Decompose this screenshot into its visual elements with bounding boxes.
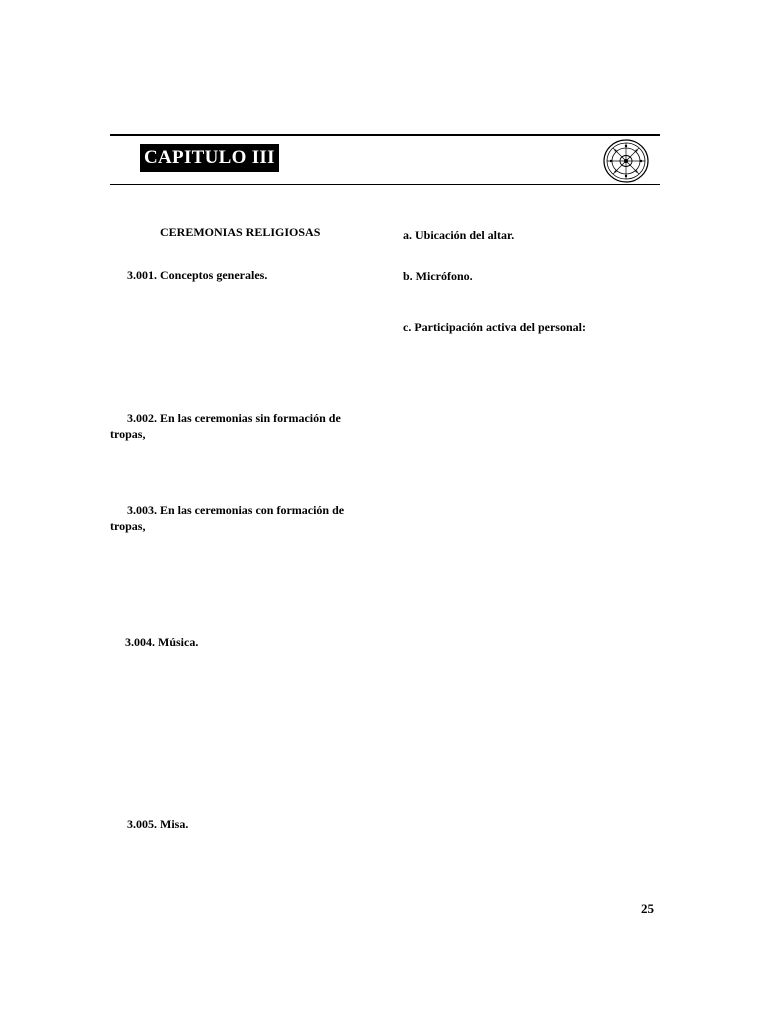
item-b: b. Micrófono. (403, 269, 473, 283)
item-a: a. Ubicación del altar. (403, 228, 515, 242)
item-3-002-line1: 3.002. En las ceremonias sin formación de (127, 411, 341, 425)
emblem-seal-icon (602, 138, 650, 184)
chapter-title: CAPITULO III (140, 144, 279, 172)
item-c: c. Participación activa del personal: (403, 320, 586, 334)
item-3-002-line2: tropas, (110, 427, 146, 441)
page-number: 25 (641, 901, 654, 916)
item-3-004: 3.004. Música. (125, 635, 199, 649)
item-3-002 (110, 410, 341, 442)
item-3-001: 3.001. Conceptos generales. (127, 268, 268, 282)
item-3-005: 3.005. Misa. (127, 817, 189, 831)
item-3-003 (110, 502, 344, 534)
header-bottom-rule (110, 184, 660, 185)
section-title: CEREMONIAS RELIGIOSAS (160, 225, 321, 239)
item-3-003-line2: tropas, (110, 519, 146, 533)
header-top-rule (110, 134, 660, 136)
item-3-003-line1: 3.003. En las ceremonias con formación de (127, 503, 345, 517)
